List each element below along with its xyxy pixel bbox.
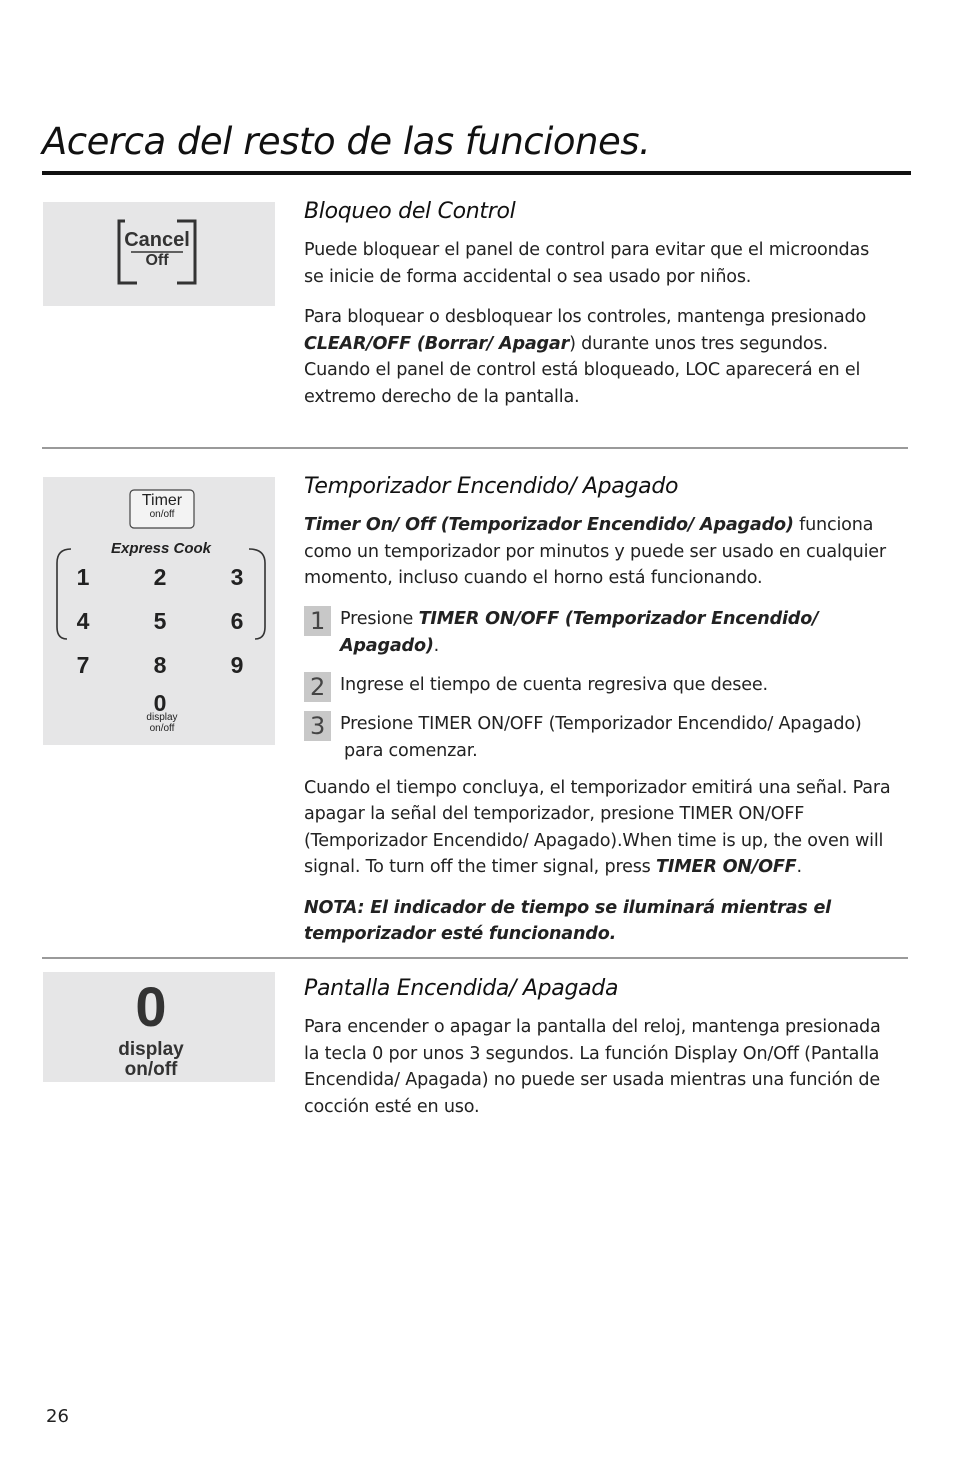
section-heading: Bloqueo del Control (304, 199, 516, 224)
keypad-digit-0: 0 (153, 690, 167, 716)
keypad-digit-8: 8 (153, 652, 167, 678)
title-rule (42, 171, 911, 175)
paragraph: Para encender o apagar la pantalla del reloj, mantenga presionada la tecla 0 por unos 3 segundos. La función Display On/Off (Pantalla Encendida/ Apagada) no puede ser usada mientras una función de cocción esté en uso. (304, 1017, 881, 1117)
keypad-digit-1: 1 (76, 564, 90, 590)
paragraph: Puede bloquear el panel de control para evitar que el microondas se inicie de forma accidental o sea usado por niños. (304, 240, 870, 287)
text: Presione (340, 608, 419, 629)
text: . (796, 857, 802, 877)
bold-text: TIMER ON/OFF (656, 857, 797, 877)
text: Ingrese el tiempo de cuenta regresiva que desee. (340, 674, 768, 695)
paragraph (304, 775, 894, 881)
keypad-digit-9: 9 (230, 652, 244, 678)
timer-key-sublabel: on/off (149, 509, 175, 520)
cancel-label: Cancel (124, 229, 190, 251)
display-key-illustration (43, 972, 275, 1082)
keypad-digit-7: 7 (76, 652, 90, 678)
text: Presione TIMER ON/OFF (Temporizador Encendido/ Apagado) (340, 713, 862, 734)
zero-key-sublabel-1: display (146, 712, 178, 723)
step-number: 1 (304, 606, 331, 636)
keypad-digit-3: 3 (230, 564, 244, 590)
zero-key-sublabel-2: on/off (149, 723, 175, 734)
section-control-lock (304, 199, 894, 424)
step-number: 3 (304, 711, 331, 741)
bold-text: TIMER ON/OFF (Temporizador Encendido/ Apagado) (340, 608, 819, 656)
page-title: Acerca del resto de las funciones. (42, 120, 651, 163)
text: . (433, 635, 440, 656)
paragraph (304, 304, 894, 410)
display-label: display (118, 1039, 184, 1060)
section-heading: Temporizador Encendido/ Apagado (304, 474, 679, 499)
zero-key-digit: 0 (135, 975, 167, 1038)
keypad-digit-6: 6 (230, 608, 244, 634)
section-divider (42, 957, 908, 959)
section-timer (304, 474, 894, 962)
note: NOTA: El indicador de tiempo se iluminará mientras el temporizador esté funcionando. (304, 897, 832, 944)
bold-text: Timer On/ Off (Temporizador Encendido/ Apagado) (304, 515, 794, 535)
step-number: 2 (304, 672, 331, 702)
keypad-illustration (43, 477, 275, 745)
keypad-digit-5: 5 (153, 608, 167, 634)
page-number: 26 (46, 1406, 69, 1427)
express-cook-label: Express Cook (110, 540, 212, 557)
step-2 (304, 672, 894, 699)
text: ) durante unos tres segundos. Cuando el panel de control está bloqueado, LOC aparecerá en el extremo derecho de la pantalla. (304, 333, 861, 407)
step-1 (304, 606, 894, 660)
cancel-off-key (115, 219, 199, 285)
text: para comenzar. (344, 740, 478, 761)
keypad-digit-2: 2 (153, 564, 167, 590)
text: funciona como un temporizador por minutos y puede ser usado en cualquier momento, incluso cuando el horno está funcionando. (304, 515, 886, 588)
off-label: Off (145, 252, 169, 269)
paragraph (304, 512, 894, 592)
section-divider (42, 447, 908, 449)
timer-key-label: Timer (141, 492, 183, 509)
text: Para bloquear o desbloquear los controles, mantenga presionado (304, 307, 867, 327)
bold-text: CLEAR/OFF (Borrar/ Apagar (304, 333, 570, 354)
step-3 (304, 711, 894, 765)
section-display (304, 976, 894, 1134)
keypad-digit-4: 4 (76, 608, 90, 634)
text: Cuando el tiempo concluya, el temporizador emitirá una señal. Para apagar la señal del temporizador, presione TIMER ON/OFF (Temporizador Encendido/ Apagado).When time is up, the oven will signal. To turn off the timer signal, press (304, 777, 891, 877)
cancel-off-key-illustration (43, 202, 275, 306)
on-off-label: on/off (124, 1059, 178, 1080)
section-heading: Pantalla Encendida/ Apagada (304, 976, 619, 1001)
